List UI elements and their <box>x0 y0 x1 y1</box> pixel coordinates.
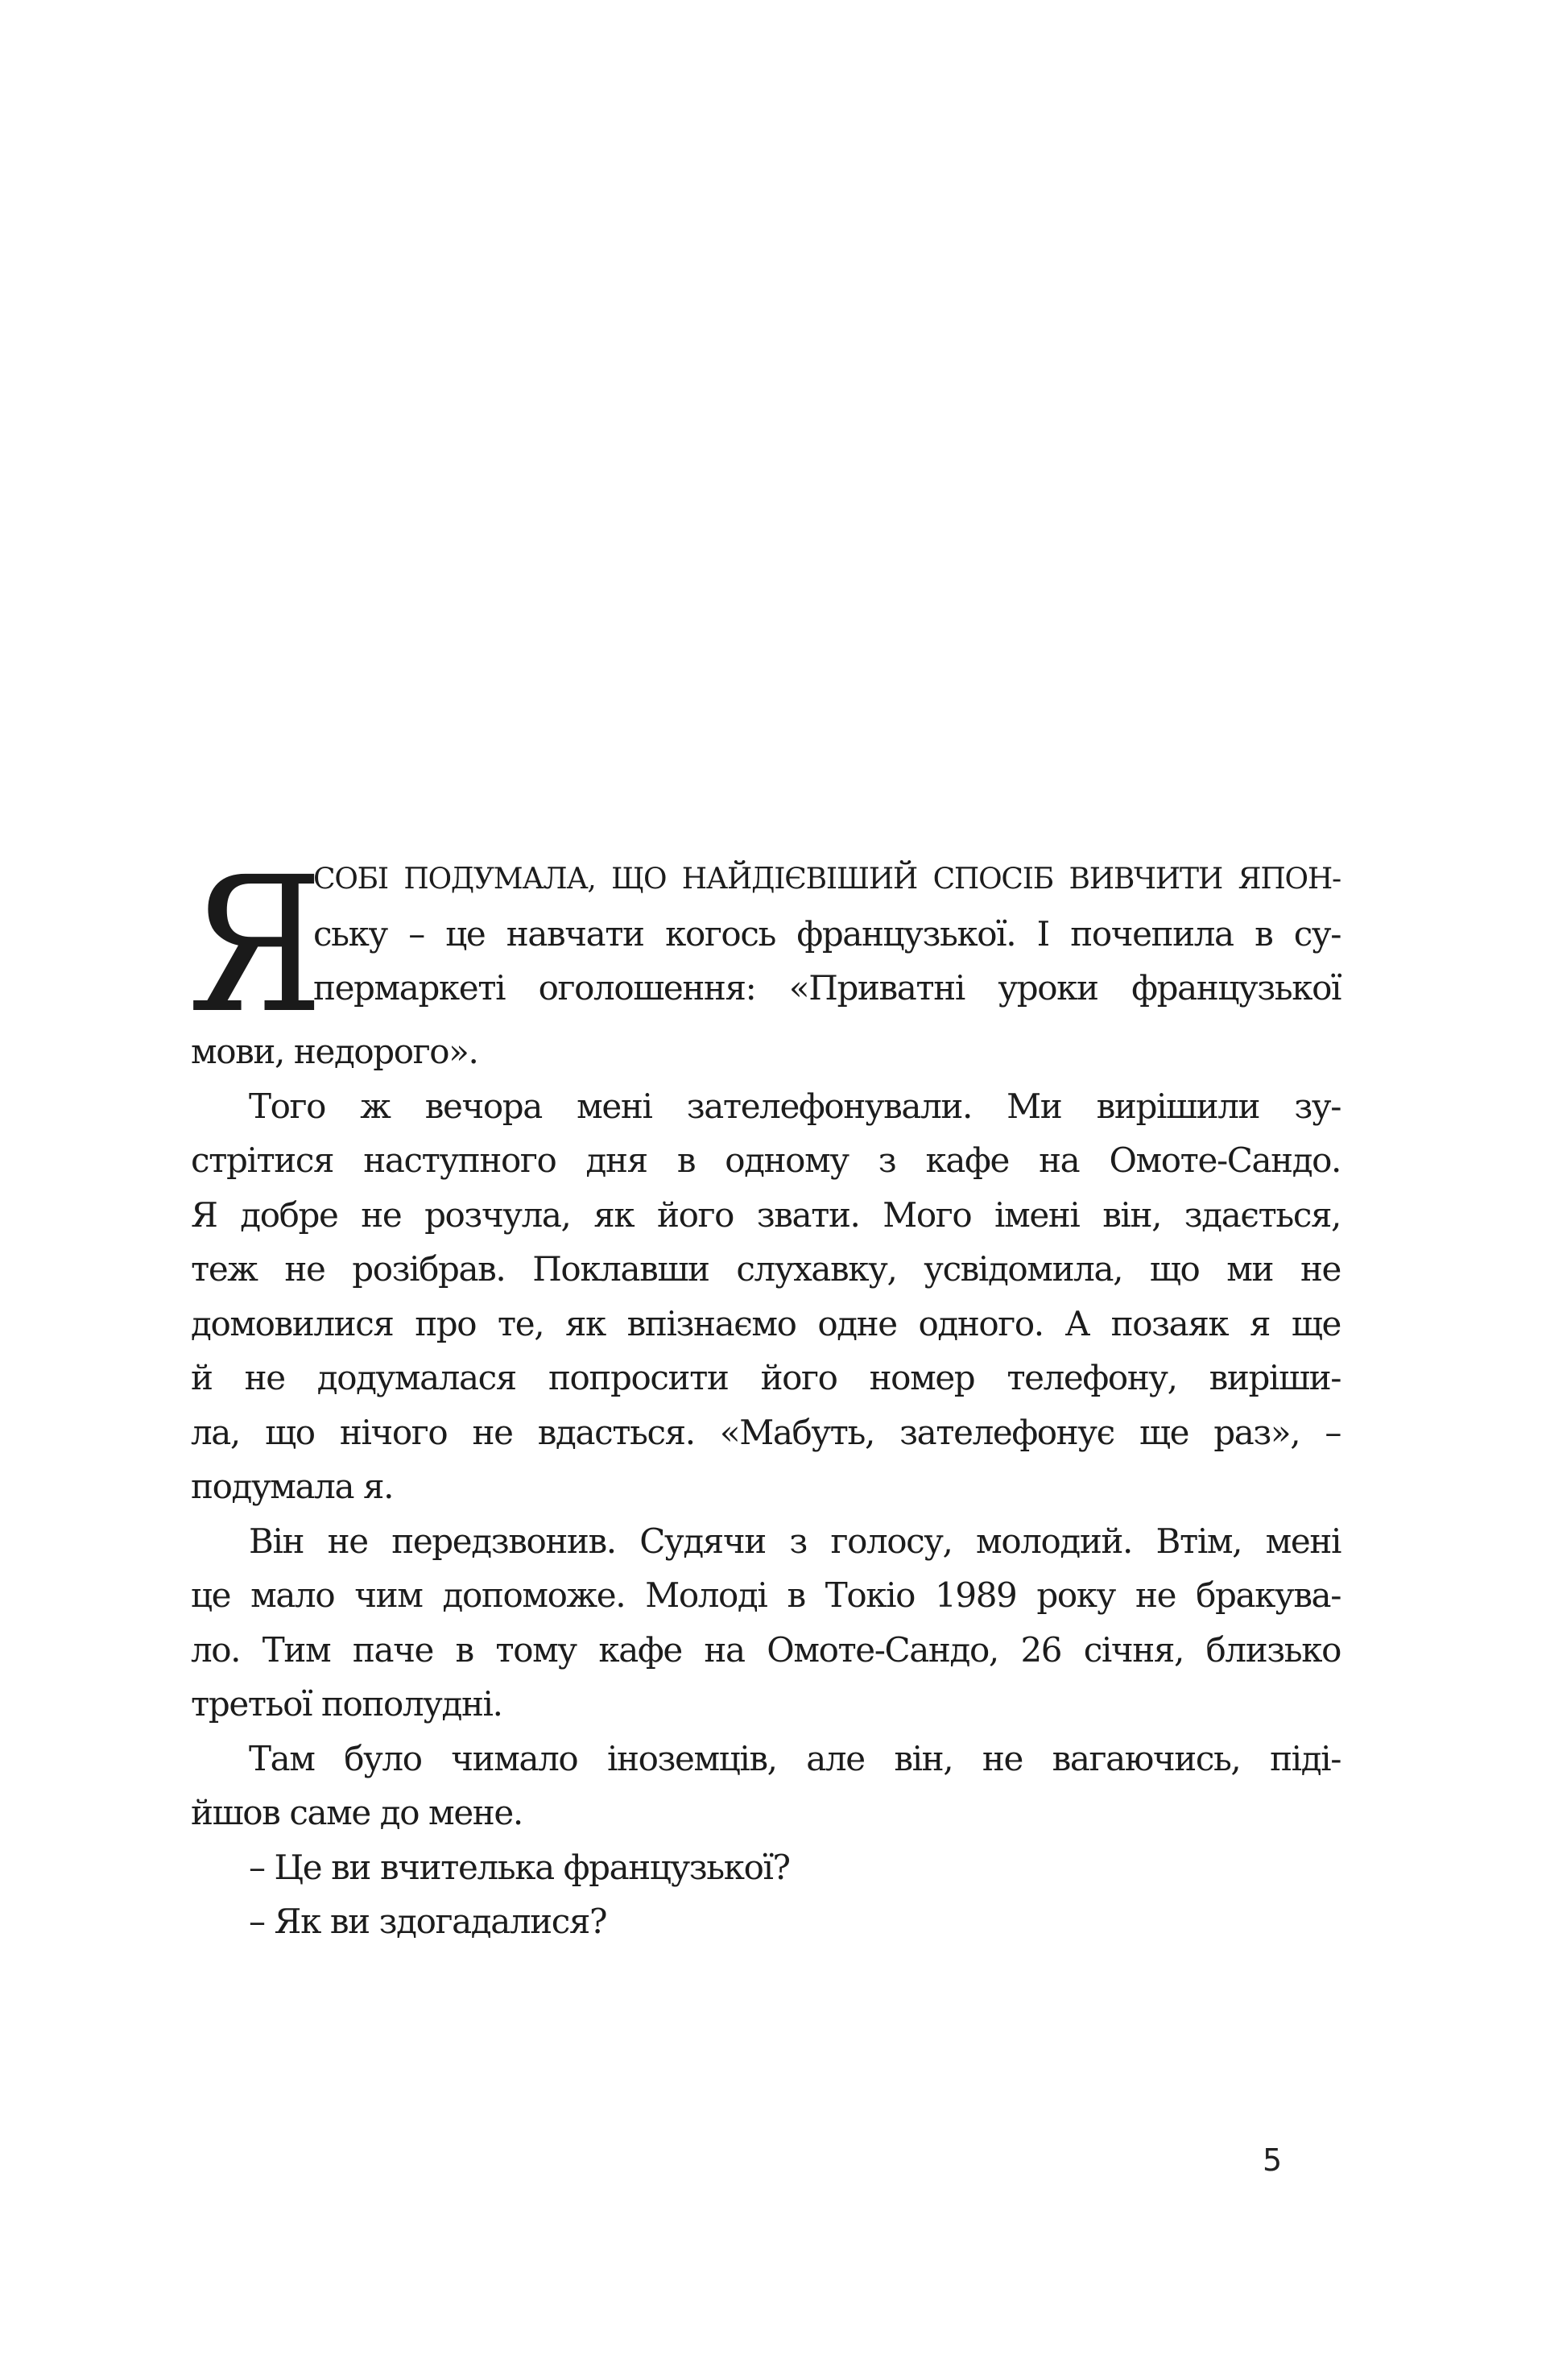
text-line: Того ж вечора мені зателефонували. Ми вирішили зу- <box>249 1086 1341 1126</box>
text-line: теж не розібрав. Поклавши слухавку, усвідомила, що ми не <box>191 1249 1341 1289</box>
text-line: ську – це навчати когось французької. І почепила в су- <box>313 913 1341 954</box>
text-line: третьої пополудні. <box>191 1684 502 1724</box>
text-line: йшов саме до мене. <box>191 1793 523 1832</box>
text-line: це мало чим допоможе. Молоді в Токіо 1989 року не бракува- <box>191 1575 1341 1615</box>
paragraph-1 <box>188 837 1341 1079</box>
text-line: подумала я. <box>191 1467 394 1506</box>
text-line: – Як ви здогадалися? <box>249 1902 607 1941</box>
dialogue-line-1 <box>191 1840 1341 1895</box>
text-line: – Це ви вчителька французької? <box>249 1847 790 1887</box>
chapter-text <box>188 837 1341 1949</box>
text-line: пермаркеті оголошення: «Приватні уроки французької <box>313 968 1341 1008</box>
paragraph-4 <box>191 1732 1341 1840</box>
page-number: 5 <box>1263 2142 1283 2178</box>
text-line: стрітися наступного дня в одному з кафе на Омоте-Сандо. <box>191 1140 1341 1180</box>
paragraph-2 <box>191 1079 1341 1514</box>
text-line: СОБІ ПОДУМАЛА, ЩО НАЙДІЄВІШИЙ СПОСІБ ВИВЧИТИ ЯПОН- <box>313 863 1341 896</box>
text-line: Він не передзвонив. Судячи з голосу, молодий. Втім, мені <box>249 1521 1341 1561</box>
drop-cap: Я <box>188 837 324 1054</box>
text-line: Там було чимало іноземців, але він, не вагаючись, піді- <box>249 1738 1341 1778</box>
text-line: ло. Тим паче в тому кафе на Омоте-Сандо, 26 січня, близько <box>191 1629 1341 1670</box>
paragraph-3 <box>191 1514 1341 1732</box>
text-line: Я добре не розчула, як його звати. Мого імені він, здається, <box>191 1194 1341 1235</box>
dialogue-line-2 <box>191 1894 1341 1949</box>
text-line: ла, що нічого не вдасться. «Мабуть, зателефонує ще раз», – <box>191 1412 1341 1452</box>
text-line: мови, недорого». <box>191 1032 478 1071</box>
text-line: й не додумалася попросити його номер телефону, виріши- <box>191 1358 1341 1397</box>
text-line: домовилися про те, як впізнаємо одне одного. А позаяк я ще <box>191 1303 1341 1343</box>
